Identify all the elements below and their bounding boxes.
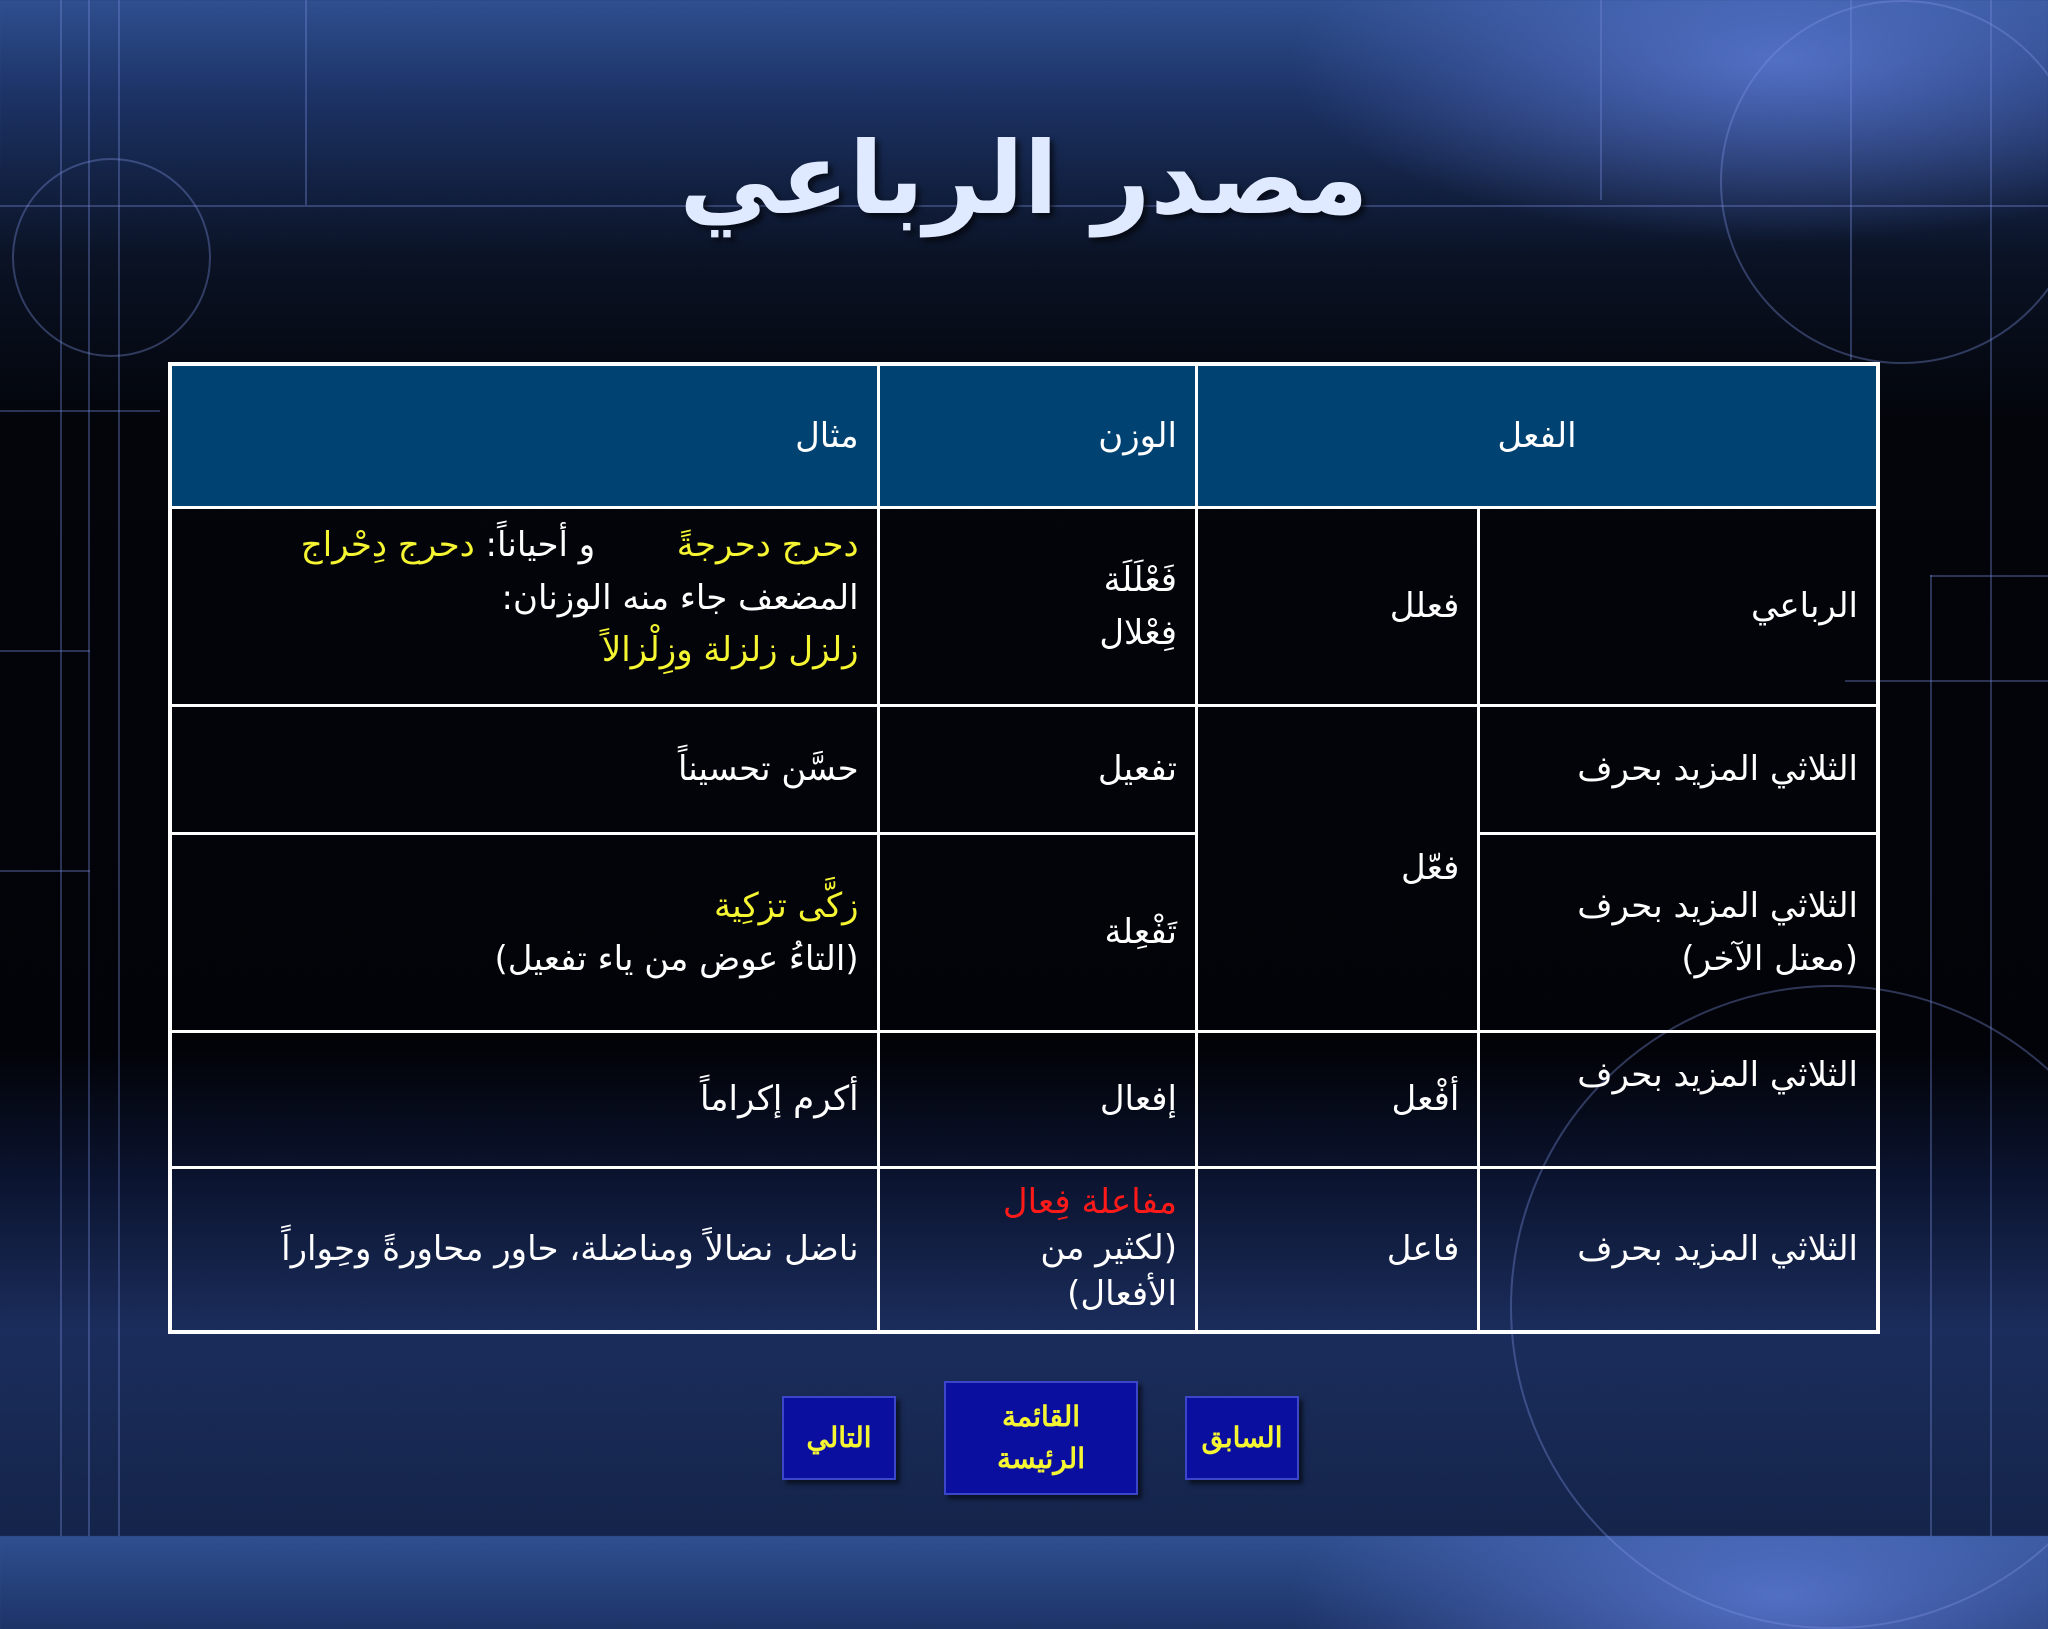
- previous-label: السابق: [1201, 1422, 1283, 1453]
- verb-form: فاعل: [1197, 1168, 1479, 1332]
- bg-line: [1930, 575, 2048, 577]
- header-verb: الفعل: [1197, 364, 1879, 508]
- example-cell: [170, 834, 878, 1032]
- wazn-cell: [878, 508, 1196, 706]
- header-wazn: الوزن: [878, 364, 1196, 508]
- verb-type: الثلاثي المزيد بحرف: [1479, 1168, 1878, 1332]
- example-text: زكَّى تزكِية: [713, 885, 859, 926]
- example-note: و أحياناً:: [485, 525, 596, 565]
- bg-line: [0, 870, 90, 872]
- wazn-cell: تَفْعِلة: [878, 834, 1196, 1032]
- verb-type: الثلاثي المزيد بحرف: [1479, 706, 1878, 834]
- verb-type: الرباعي: [1479, 508, 1878, 706]
- verb-form: فعّل: [1197, 706, 1479, 1032]
- table-row: [170, 706, 1878, 834]
- wazn-line: مفاعلة فِعال: [1002, 1182, 1177, 1223]
- verb-type: الثلاثي المزيد بحرف: [1577, 885, 1858, 926]
- verb-type: الثلاثي المزيد بحرف: [1479, 1032, 1878, 1168]
- home-label: القائمة: [1002, 1401, 1080, 1432]
- wazn-note: (لكثير من: [1040, 1228, 1177, 1269]
- table-row: [170, 1168, 1878, 1332]
- example-text: دحرج دِحْراج: [300, 525, 475, 565]
- masdar-table: [168, 362, 1880, 1334]
- example-line: [190, 519, 859, 572]
- home-label: الرئيسة: [997, 1443, 1085, 1474]
- table-row: [170, 834, 1878, 1032]
- wazn-cell: تفعيل: [878, 706, 1196, 834]
- table-row: [170, 1032, 1878, 1168]
- wazn-note: الأفعال): [1067, 1274, 1177, 1315]
- previous-button[interactable]: [1185, 1396, 1299, 1480]
- verb-form: فعلل: [1197, 508, 1479, 706]
- wazn-cell: [878, 1168, 1196, 1332]
- wazn-line: فِعْلال: [1099, 612, 1177, 653]
- next-label: التالي: [806, 1422, 872, 1453]
- header-example: مثال: [170, 364, 878, 508]
- table-row: [170, 508, 1878, 706]
- example-text: دحرج دحرجةً: [676, 525, 859, 565]
- next-button[interactable]: [782, 1396, 896, 1480]
- example-cell: ناضل نضالاً ومناضلة، حاور محاورةً وحِواراً: [170, 1168, 878, 1332]
- table-header-row: [170, 364, 1878, 508]
- verb-type-cell: [1479, 834, 1878, 1032]
- home-button[interactable]: [944, 1381, 1138, 1495]
- verb-form: أفْعل: [1197, 1032, 1479, 1168]
- example-note: المضعف جاء منه الوزنان:: [501, 577, 859, 618]
- bg-line: [0, 410, 160, 412]
- wazn-cell: إفعال: [878, 1032, 1196, 1168]
- example-note: (التاءُ عوض من ياء تفعيل): [494, 938, 859, 979]
- example-cell: حسَّن تحسيناً: [170, 706, 878, 834]
- slide-title: مصدر الرباعي: [679, 120, 1369, 237]
- wazn-line: فَعْلَلَة: [1103, 559, 1177, 600]
- example-cell: أكرم إكراماً: [170, 1032, 878, 1168]
- example-text: زلزل زلزلة وزِلْزالاً: [601, 630, 859, 671]
- example-cell: [170, 508, 878, 706]
- verb-type-note: (معتل الآخر): [1681, 938, 1858, 979]
- bg-line: [0, 650, 90, 652]
